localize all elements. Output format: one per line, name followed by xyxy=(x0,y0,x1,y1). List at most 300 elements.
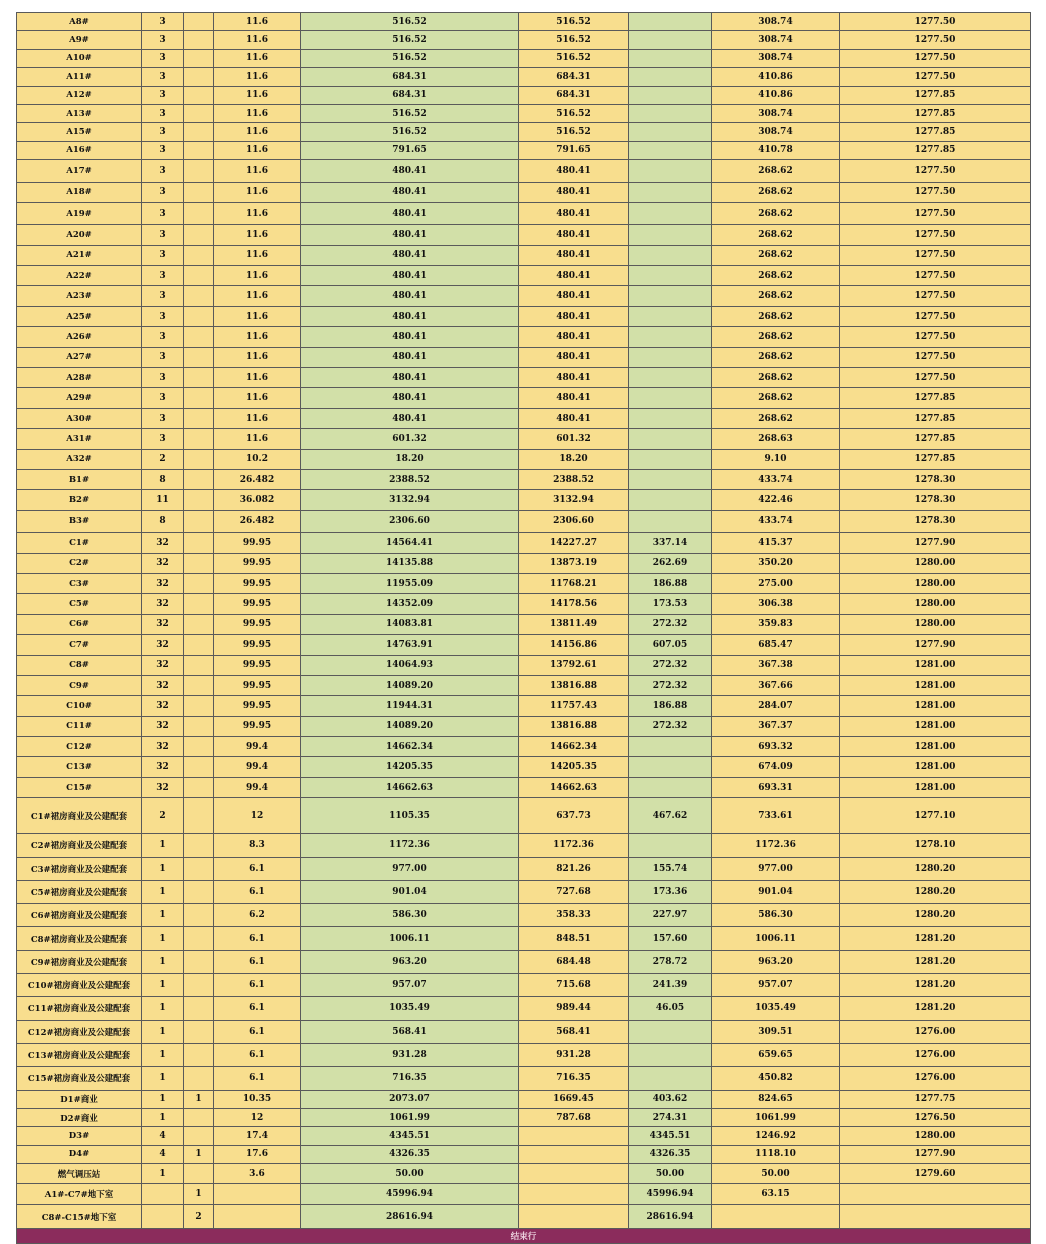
cell-footprint: 350.20 xyxy=(712,553,840,573)
table-row xyxy=(17,594,1031,614)
cell-basement xyxy=(184,490,214,510)
cell-footprint: 306.38 xyxy=(712,594,840,614)
cell-height: 11.6 xyxy=(214,408,301,428)
cell-area-b: 157.60 xyxy=(629,927,712,950)
cell-floors: 1 xyxy=(142,927,184,950)
cell-basement xyxy=(184,469,214,489)
cell-floors: 3 xyxy=(142,306,184,326)
cell-floors: 1 xyxy=(142,974,184,997)
cell-name: B1# xyxy=(17,469,142,489)
cell-total-area: 480.41 xyxy=(301,286,519,306)
cell-area-b: 403.62 xyxy=(629,1090,712,1108)
cell-area-a: 2306.60 xyxy=(519,510,629,532)
cell-height: 11.6 xyxy=(214,123,301,141)
cell-floors: 3 xyxy=(142,141,184,159)
cell-height: 99.95 xyxy=(214,614,301,634)
cell-footprint: 410.86 xyxy=(712,68,840,86)
cell-footprint: 268.62 xyxy=(712,408,840,428)
cell-basement xyxy=(184,141,214,159)
cell-footprint: 367.37 xyxy=(712,716,840,736)
cell-floors: 3 xyxy=(142,13,184,31)
cell-elevation: 1277.85 xyxy=(840,449,1031,469)
cell-basement xyxy=(184,408,214,428)
cell-elevation: 1277.50 xyxy=(840,49,1031,67)
cell-total-area: 1035.49 xyxy=(301,997,519,1020)
cell-total-area: 4345.51 xyxy=(301,1127,519,1145)
cell-height: 11.6 xyxy=(214,202,301,224)
cell-footprint: 450.82 xyxy=(712,1067,840,1090)
cell-basement xyxy=(184,1127,214,1145)
cell-name: A23# xyxy=(17,286,142,306)
cell-area-a: 13816.88 xyxy=(519,675,629,695)
cell-floors: 1 xyxy=(142,1043,184,1066)
table-row xyxy=(17,927,1031,950)
cell-height: 11.6 xyxy=(214,31,301,49)
cell-height: 6.1 xyxy=(214,857,301,880)
cell-area-b xyxy=(629,245,712,265)
cell-basement xyxy=(184,123,214,141)
cell-area-b xyxy=(629,202,712,224)
cell-area-b xyxy=(629,388,712,408)
cell-basement xyxy=(184,368,214,388)
cell-elevation: 1280.00 xyxy=(840,553,1031,573)
cell-total-area: 480.41 xyxy=(301,306,519,326)
cell-name: C2# xyxy=(17,553,142,573)
cell-total-area: 14662.34 xyxy=(301,737,519,757)
table-row xyxy=(17,614,1031,634)
cell-area-a: 13816.88 xyxy=(519,716,629,736)
cell-name: A30# xyxy=(17,408,142,428)
cell-name: C8#裙房商业及公建配套 xyxy=(17,927,142,950)
cell-floors: 1 xyxy=(142,880,184,903)
cell-basement xyxy=(184,553,214,573)
cell-basement xyxy=(184,798,214,834)
cell-name: A22# xyxy=(17,266,142,286)
cell-floors: 3 xyxy=(142,49,184,67)
cell-total-area: 1172.36 xyxy=(301,834,519,857)
cell-area-a: 3132.94 xyxy=(519,490,629,510)
cell-area-b xyxy=(629,777,712,797)
cell-elevation: 1277.90 xyxy=(840,1145,1031,1163)
cell-basement xyxy=(184,904,214,927)
cell-footprint: 308.74 xyxy=(712,13,840,31)
table-row xyxy=(17,306,1031,326)
cell-name: C9#裙房商业及公建配套 xyxy=(17,950,142,973)
cell-elevation: 1277.90 xyxy=(840,635,1031,655)
cell-name: C1# xyxy=(17,533,142,553)
cell-name: A11# xyxy=(17,68,142,86)
cell-total-area: 14352.09 xyxy=(301,594,519,614)
cell-name: C5#裙房商业及公建配套 xyxy=(17,880,142,903)
cell-basement xyxy=(184,388,214,408)
cell-height: 17.6 xyxy=(214,1145,301,1163)
cell-basement xyxy=(184,997,214,1020)
cell-name: C8#-C15#地下室 xyxy=(17,1204,142,1229)
cell-footprint: 50.00 xyxy=(712,1164,840,1184)
cell-name: D2#商业 xyxy=(17,1108,142,1126)
cell-elevation: 1277.50 xyxy=(840,368,1031,388)
cell-height: 99.95 xyxy=(214,594,301,614)
table-row xyxy=(17,798,1031,834)
cell-area-a: 480.41 xyxy=(519,388,629,408)
cell-basement xyxy=(184,347,214,367)
cell-name: C15#裙房商业及公建配套 xyxy=(17,1067,142,1090)
cell-footprint: 1035.49 xyxy=(712,997,840,1020)
cell-area-b xyxy=(629,1067,712,1090)
cell-area-a: 14156.86 xyxy=(519,635,629,655)
cell-basement xyxy=(184,429,214,449)
table-row xyxy=(17,225,1031,245)
cell-name: C3# xyxy=(17,573,142,593)
cell-footprint: 63.15 xyxy=(712,1184,840,1204)
cell-height: 11.6 xyxy=(214,266,301,286)
cell-area-b: 607.05 xyxy=(629,635,712,655)
cell-basement xyxy=(184,1067,214,1090)
cell-floors: 3 xyxy=(142,31,184,49)
cell-area-b: 274.31 xyxy=(629,1108,712,1126)
cell-name: A32# xyxy=(17,449,142,469)
cell-footprint: 284.07 xyxy=(712,696,840,716)
cell-total-area: 14135.88 xyxy=(301,553,519,573)
cell-height: 11.6 xyxy=(214,286,301,306)
cell-elevation: 1281.20 xyxy=(840,950,1031,973)
table-row xyxy=(17,182,1031,202)
cell-floors: 4 xyxy=(142,1127,184,1145)
cell-elevation: 1277.85 xyxy=(840,408,1031,428)
cell-height: 6.1 xyxy=(214,927,301,950)
cell-area-b xyxy=(629,469,712,489)
table-row xyxy=(17,950,1031,973)
cell-elevation: 1277.50 xyxy=(840,68,1031,86)
cell-basement xyxy=(184,286,214,306)
cell-name: C11#裙房商业及公建配套 xyxy=(17,997,142,1020)
cell-total-area: 14083.81 xyxy=(301,614,519,634)
cell-footprint: 433.74 xyxy=(712,469,840,489)
cell-area-a: 684.31 xyxy=(519,86,629,104)
cell-area-b: 272.32 xyxy=(629,675,712,695)
cell-area-a: 480.41 xyxy=(519,347,629,367)
cell-area-a: 715.68 xyxy=(519,974,629,997)
cell-basement xyxy=(184,327,214,347)
cell-area-b xyxy=(629,327,712,347)
cell-floors: 32 xyxy=(142,696,184,716)
table-row xyxy=(17,834,1031,857)
cell-total-area: 931.28 xyxy=(301,1043,519,1066)
cell-floors: 1 xyxy=(142,950,184,973)
cell-basement xyxy=(184,1020,214,1043)
table-row xyxy=(17,696,1031,716)
cell-height: 6.1 xyxy=(214,1067,301,1090)
cell-area-b: 272.32 xyxy=(629,716,712,736)
cell-footprint: 268.62 xyxy=(712,327,840,347)
cell-elevation: 1277.85 xyxy=(840,123,1031,141)
cell-elevation: 1277.50 xyxy=(840,202,1031,224)
cell-name: A18# xyxy=(17,182,142,202)
cell-footprint: 268.62 xyxy=(712,347,840,367)
cell-height: 99.4 xyxy=(214,777,301,797)
cell-height: 6.1 xyxy=(214,950,301,973)
cell-area-a: 18.20 xyxy=(519,449,629,469)
cell-area-a: 684.31 xyxy=(519,68,629,86)
cell-total-area: 684.31 xyxy=(301,86,519,104)
cell-footprint: 268.62 xyxy=(712,368,840,388)
cell-total-area: 480.41 xyxy=(301,327,519,347)
cell-area-a: 480.41 xyxy=(519,225,629,245)
cell-footprint: 9.10 xyxy=(712,449,840,469)
table-row xyxy=(17,573,1031,593)
cell-name: C8# xyxy=(17,655,142,675)
cell-name: 燃气调压站 xyxy=(17,1164,142,1184)
cell-elevation: 1280.00 xyxy=(840,573,1031,593)
cell-name: A25# xyxy=(17,306,142,326)
cell-name: A20# xyxy=(17,225,142,245)
cell-area-a: 14205.35 xyxy=(519,757,629,777)
cell-height: 11.6 xyxy=(214,68,301,86)
cell-footprint: 674.09 xyxy=(712,757,840,777)
cell-footprint: 733.61 xyxy=(712,798,840,834)
cell-area-a: 791.65 xyxy=(519,141,629,159)
cell-area-b: 28616.94 xyxy=(629,1204,712,1229)
table-row xyxy=(17,68,1031,86)
cell-footprint: 433.74 xyxy=(712,510,840,532)
cell-basement xyxy=(184,510,214,532)
cell-area-a: 931.28 xyxy=(519,1043,629,1066)
cell-footprint: 268.62 xyxy=(712,160,840,182)
cell-elevation: 1281.20 xyxy=(840,974,1031,997)
cell-floors: 32 xyxy=(142,655,184,675)
cell-area-b xyxy=(629,757,712,777)
cell-footprint: 957.07 xyxy=(712,974,840,997)
cell-floors: 3 xyxy=(142,123,184,141)
cell-height: 11.6 xyxy=(214,13,301,31)
cell-basement: 1 xyxy=(184,1090,214,1108)
cell-height: 99.95 xyxy=(214,675,301,695)
cell-total-area: 14205.35 xyxy=(301,757,519,777)
cell-name: A17# xyxy=(17,160,142,182)
cell-total-area: 2388.52 xyxy=(301,469,519,489)
cell-height: 6.1 xyxy=(214,1020,301,1043)
table-row xyxy=(17,635,1031,655)
cell-basement xyxy=(184,449,214,469)
cell-height xyxy=(214,1204,301,1229)
cell-elevation: 1277.50 xyxy=(840,225,1031,245)
cell-area-a: 13792.61 xyxy=(519,655,629,675)
cell-elevation: 1281.00 xyxy=(840,696,1031,716)
cell-area-b xyxy=(629,834,712,857)
cell-height: 26.482 xyxy=(214,469,301,489)
cell-floors: 3 xyxy=(142,286,184,306)
cell-name: C10#裙房商业及公建配套 xyxy=(17,974,142,997)
cell-area-a: 637.73 xyxy=(519,798,629,834)
cell-total-area: 2073.07 xyxy=(301,1090,519,1108)
cell-name: A29# xyxy=(17,388,142,408)
cell-area-b: 186.88 xyxy=(629,573,712,593)
cell-elevation: 1280.20 xyxy=(840,904,1031,927)
cell-area-b: 173.36 xyxy=(629,880,712,903)
cell-height: 11.6 xyxy=(214,182,301,202)
cell-area-a: 480.41 xyxy=(519,306,629,326)
cell-name: A1#-C7#地下室 xyxy=(17,1184,142,1204)
cell-area-a: 480.41 xyxy=(519,327,629,347)
cell-height: 11.6 xyxy=(214,306,301,326)
cell-basement xyxy=(184,1108,214,1126)
cell-floors xyxy=(142,1204,184,1229)
cell-floors xyxy=(142,1184,184,1204)
cell-total-area: 1006.11 xyxy=(301,927,519,950)
cell-height: 11.6 xyxy=(214,245,301,265)
cell-floors: 32 xyxy=(142,573,184,593)
cell-area-a xyxy=(519,1164,629,1184)
cell-total-area: 18.20 xyxy=(301,449,519,469)
cell-basement xyxy=(184,306,214,326)
cell-floors: 3 xyxy=(142,225,184,245)
cell-height: 11.6 xyxy=(214,327,301,347)
cell-area-a: 516.52 xyxy=(519,104,629,122)
cell-height: 6.2 xyxy=(214,904,301,927)
cell-height: 11.6 xyxy=(214,160,301,182)
table-row xyxy=(17,347,1031,367)
cell-area-a: 821.26 xyxy=(519,857,629,880)
cell-area-b xyxy=(629,347,712,367)
cell-floors: 1 xyxy=(142,834,184,857)
cell-total-area: 963.20 xyxy=(301,950,519,973)
cell-floors: 2 xyxy=(142,449,184,469)
cell-height: 11.6 xyxy=(214,368,301,388)
end-row-label: 结束行 xyxy=(17,1229,1031,1244)
cell-area-b: 50.00 xyxy=(629,1164,712,1184)
cell-elevation: 1281.00 xyxy=(840,737,1031,757)
cell-area-b: 278.72 xyxy=(629,950,712,973)
table-body xyxy=(17,13,1031,1244)
cell-basement xyxy=(184,160,214,182)
table-row xyxy=(17,490,1031,510)
cell-area-a: 601.32 xyxy=(519,429,629,449)
cell-height: 26.482 xyxy=(214,510,301,532)
cell-area-a xyxy=(519,1127,629,1145)
cell-basement xyxy=(184,880,214,903)
cell-total-area: 14564.41 xyxy=(301,533,519,553)
cell-area-b xyxy=(629,737,712,757)
cell-area-b xyxy=(629,306,712,326)
cell-height: 11.6 xyxy=(214,388,301,408)
cell-area-b: 45996.94 xyxy=(629,1184,712,1204)
cell-floors: 3 xyxy=(142,245,184,265)
cell-name: D4# xyxy=(17,1145,142,1163)
cell-total-area: 480.41 xyxy=(301,182,519,202)
cell-area-b xyxy=(629,1020,712,1043)
cell-floors: 2 xyxy=(142,798,184,834)
cell-height: 99.95 xyxy=(214,573,301,593)
cell-area-b xyxy=(629,286,712,306)
cell-basement xyxy=(184,857,214,880)
cell-footprint: 693.31 xyxy=(712,777,840,797)
cell-name: C6# xyxy=(17,614,142,634)
cell-total-area: 480.41 xyxy=(301,368,519,388)
cell-area-a: 11768.21 xyxy=(519,573,629,593)
cell-elevation: 1279.60 xyxy=(840,1164,1031,1184)
cell-height: 12 xyxy=(214,1108,301,1126)
cell-name: B2# xyxy=(17,490,142,510)
cell-basement: 1 xyxy=(184,1145,214,1163)
cell-area-a: 716.35 xyxy=(519,1067,629,1090)
table-row xyxy=(17,904,1031,927)
cell-total-area: 586.30 xyxy=(301,904,519,927)
table-row xyxy=(17,737,1031,757)
cell-area-a xyxy=(519,1204,629,1229)
cell-area-a: 2388.52 xyxy=(519,469,629,489)
cell-elevation xyxy=(840,1184,1031,1204)
cell-elevation: 1276.00 xyxy=(840,1043,1031,1066)
cell-name: A19# xyxy=(17,202,142,224)
cell-total-area: 480.41 xyxy=(301,347,519,367)
table-row xyxy=(17,1090,1031,1108)
cell-area-b: 262.69 xyxy=(629,553,712,573)
cell-area-b: 272.32 xyxy=(629,655,712,675)
cell-total-area: 516.52 xyxy=(301,31,519,49)
cell-elevation: 1277.85 xyxy=(840,429,1031,449)
cell-floors: 1 xyxy=(142,1020,184,1043)
cell-height: 11.6 xyxy=(214,225,301,245)
cell-height: 36.082 xyxy=(214,490,301,510)
cell-name: C2#裙房商业及公建配套 xyxy=(17,834,142,857)
cell-footprint: 977.00 xyxy=(712,857,840,880)
cell-total-area: 480.41 xyxy=(301,408,519,428)
cell-area-b: 46.05 xyxy=(629,997,712,1020)
end-row xyxy=(17,1229,1031,1244)
cell-area-b: 241.39 xyxy=(629,974,712,997)
table-row xyxy=(17,327,1031,347)
cell-basement xyxy=(184,225,214,245)
cell-area-a: 14227.27 xyxy=(519,533,629,553)
cell-footprint: 685.47 xyxy=(712,635,840,655)
cell-elevation: 1280.00 xyxy=(840,1127,1031,1145)
cell-footprint: 268.62 xyxy=(712,266,840,286)
cell-total-area: 14089.20 xyxy=(301,716,519,736)
cell-area-b xyxy=(629,49,712,67)
cell-area-a: 1669.45 xyxy=(519,1090,629,1108)
table-row xyxy=(17,104,1031,122)
cell-name: A27# xyxy=(17,347,142,367)
table-row xyxy=(17,245,1031,265)
cell-basement xyxy=(184,737,214,757)
cell-elevation: 1277.50 xyxy=(840,160,1031,182)
cell-floors: 3 xyxy=(142,388,184,408)
cell-area-b: 173.53 xyxy=(629,594,712,614)
cell-area-a xyxy=(519,1184,629,1204)
cell-height: 11.6 xyxy=(214,141,301,159)
table-row xyxy=(17,123,1031,141)
table-row xyxy=(17,880,1031,903)
table-row xyxy=(17,553,1031,573)
cell-area-a: 480.41 xyxy=(519,182,629,202)
cell-footprint: 268.62 xyxy=(712,202,840,224)
cell-height: 11.6 xyxy=(214,347,301,367)
cell-footprint: 268.62 xyxy=(712,225,840,245)
cell-name: A13# xyxy=(17,104,142,122)
cell-elevation: 1281.20 xyxy=(840,997,1031,1020)
cell-area-b xyxy=(629,490,712,510)
cell-total-area: 14662.63 xyxy=(301,777,519,797)
table-row xyxy=(17,757,1031,777)
cell-name: B3# xyxy=(17,510,142,532)
cell-elevation: 1280.20 xyxy=(840,857,1031,880)
cell-footprint: 367.66 xyxy=(712,675,840,695)
cell-footprint: 422.46 xyxy=(712,490,840,510)
cell-total-area: 516.52 xyxy=(301,123,519,141)
cell-height: 6.1 xyxy=(214,880,301,903)
cell-footprint: 824.65 xyxy=(712,1090,840,1108)
cell-height: 6.1 xyxy=(214,997,301,1020)
